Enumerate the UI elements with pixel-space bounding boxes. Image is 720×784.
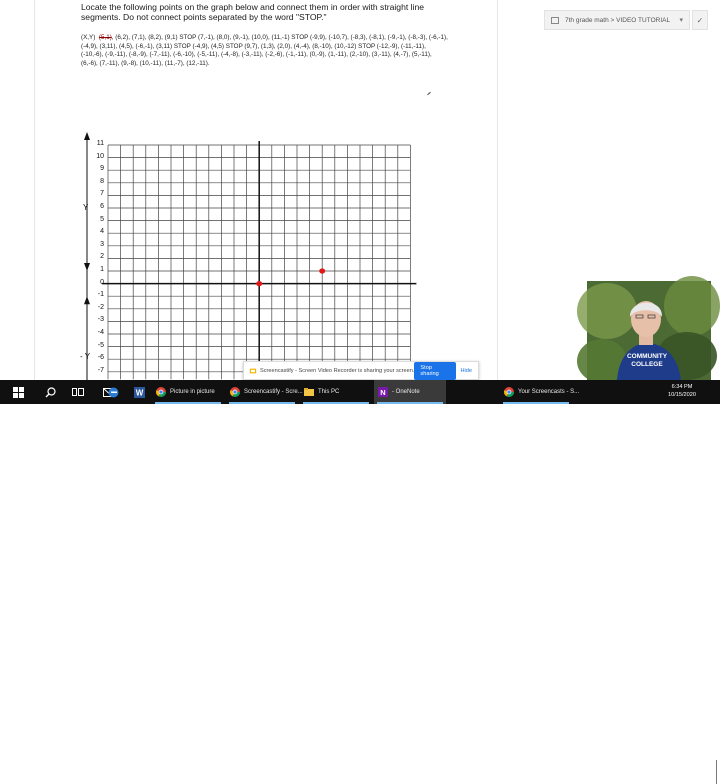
onenote-document-canvas[interactable] xyxy=(0,0,720,380)
system-tray-icons[interactable] xyxy=(604,766,637,774)
points-rest: , (6,2), (7,1), (8,2), (9,1) STOP (7,-1), (8,0), (9,-1), (10,0), (11,-1) STOP (-9,9), (-10,7), (-8,3), (-8,1), (-9,-1), (-8,-3), (-6,-1), (-4,9), (3,11), (4,5), (-6,-1), (3,11) STOP (-4,9), (4,5) STOP (9,7), (1,3), (2,0), (4,-4), (8,-10), (10,-12) STOP (-12,-9), (-11,-11), (-10,-6), (-9,-11), (-8,-9), (-7,-11), (-6,-10), (-5,-11), (-4,-8), (-3,-11), (-2,-6), (-1,-11), (0,-9), (1,-11), (2,-10), (3,-11), (4,-7), (5,-11), (6,-6), (7,-11), (9,-8), (10,-11), (11,-7), (12,-11). xyxy=(81,34,448,67)
y-tick-label: -1 xyxy=(97,291,104,299)
points-list xyxy=(81,34,449,68)
page-left-edge xyxy=(34,0,35,380)
axes xyxy=(84,132,416,381)
taskbar-app-1[interactable] xyxy=(226,380,303,404)
y-tick-label: -5 xyxy=(97,341,104,349)
y-tick-label: 6 xyxy=(100,203,104,210)
y-tick-label: -4 xyxy=(97,329,104,336)
y-tick-label: 10 xyxy=(96,152,104,160)
screen-sharing-bar xyxy=(243,361,479,380)
instructions-line-1: Locate the following points on the graph below and connect them in order with straight line xyxy=(81,2,425,12)
clock-date: 10/15/2020 xyxy=(668,392,696,398)
stop-sharing-button[interactable]: Stop sharing xyxy=(414,362,456,380)
chevron-up-icon[interactable]: ˄ xyxy=(604,767,612,774)
y-axis-label-upper: Y xyxy=(83,203,89,212)
word-icon xyxy=(134,387,145,398)
instructions-line-2: segments. Do not connect points separated by the word "STOP." xyxy=(81,11,327,22)
taskbar-app-3[interactable] xyxy=(374,380,446,404)
chrome-icon xyxy=(156,387,166,397)
y-tick-label: 4 xyxy=(100,228,104,236)
notebook-path: 7th grade math > VIDEO TUTORIAL xyxy=(565,16,671,24)
taskbar-pinned-app-edge[interactable] xyxy=(100,380,126,404)
y-tick-label: 5 xyxy=(100,215,104,223)
onenote-icon xyxy=(378,387,388,397)
svg-text:N: N xyxy=(380,388,386,397)
show-desktop-button[interactable] xyxy=(716,760,717,784)
taskbar-pinned-app-word[interactable] xyxy=(126,380,152,404)
points-first-struck: (5,1) xyxy=(98,34,112,41)
instructions-text xyxy=(81,3,481,22)
notebook-selector[interactable] xyxy=(544,10,690,30)
y-tick-label: 11 xyxy=(96,140,104,147)
chrome-icon xyxy=(504,387,514,397)
page-right-edge xyxy=(497,0,498,380)
coordinate-grid[interactable] xyxy=(78,130,408,380)
task-view-icon xyxy=(72,387,84,397)
shirt-text-line-1: COMMUNITY xyxy=(626,353,668,360)
taskbar-app-label: Your Screencasts - S... xyxy=(518,389,580,395)
y-tick-label: 1 xyxy=(100,266,104,273)
y-tick-label: 7 xyxy=(100,190,104,198)
system-clock[interactable] xyxy=(662,383,702,399)
points-header: (X,Y) xyxy=(81,34,96,41)
y-tick-label: 3 xyxy=(100,240,104,248)
arrowhead-up xyxy=(84,132,90,140)
taskbar-app-4[interactable] xyxy=(500,380,580,404)
hide-button[interactable]: Hide xyxy=(460,367,472,374)
y-axis-label-lower: - Y xyxy=(80,352,91,361)
clock-time: 6:34 PM xyxy=(671,384,693,390)
red-point-mark xyxy=(319,268,325,273)
screencastify-icon xyxy=(249,367,257,375)
start-button[interactable] xyxy=(0,380,36,404)
webcam-feed xyxy=(587,281,711,380)
svg-text:W: W xyxy=(135,388,143,397)
arrowhead-up xyxy=(84,296,90,304)
taskbar-app-label: Picture in picture xyxy=(170,389,215,395)
y-tick-label: -6 xyxy=(97,354,104,362)
y-tick-label: -7 xyxy=(97,366,104,374)
red-point-mark xyxy=(256,281,262,286)
taskbar-app-label: This PC xyxy=(318,389,340,395)
sharing-message: Screencastify - Screen Video Recorder is sharing your screen. xyxy=(260,367,415,374)
y-tick-label: -3 xyxy=(97,316,104,324)
pen-mark xyxy=(427,92,431,95)
shirt-text-line-2: COLLEGE xyxy=(631,361,663,368)
search-icon xyxy=(45,387,56,398)
taskbar-app-label: Screencastify - Scre... xyxy=(244,389,303,395)
y-tick-label: 8 xyxy=(100,177,104,185)
taskbar-app-0[interactable] xyxy=(152,380,224,404)
edge-icon xyxy=(108,387,119,398)
chrome-icon xyxy=(230,387,240,397)
wifi-icon[interactable]: ◠ xyxy=(620,767,630,774)
y-tick-label: -2 xyxy=(97,303,104,311)
webcam-overlay[interactable] xyxy=(587,281,711,380)
taskbar-app-2[interactable] xyxy=(300,380,372,404)
sync-status-button[interactable] xyxy=(692,10,708,30)
chevron-down-icon: ▾ xyxy=(679,17,683,24)
windows-taskbar xyxy=(0,380,720,774)
y-tick-label: 2 xyxy=(100,253,104,261)
speaker-icon[interactable]: ◖ xyxy=(629,767,638,774)
arrowhead-down xyxy=(84,263,90,271)
windows-logo-icon xyxy=(13,387,24,398)
folder-icon xyxy=(304,387,314,397)
checkmark-icon: ✓ xyxy=(696,15,704,25)
search-button[interactable] xyxy=(36,380,64,404)
y-tick-label: 9 xyxy=(100,165,104,173)
battery-icon[interactable]: ▭ xyxy=(611,767,621,774)
y-tick-label: 0 xyxy=(100,278,104,286)
notebook-icon xyxy=(551,17,559,24)
task-view-button[interactable] xyxy=(64,380,92,404)
taskbar-app-label: - OneNote xyxy=(392,389,420,395)
